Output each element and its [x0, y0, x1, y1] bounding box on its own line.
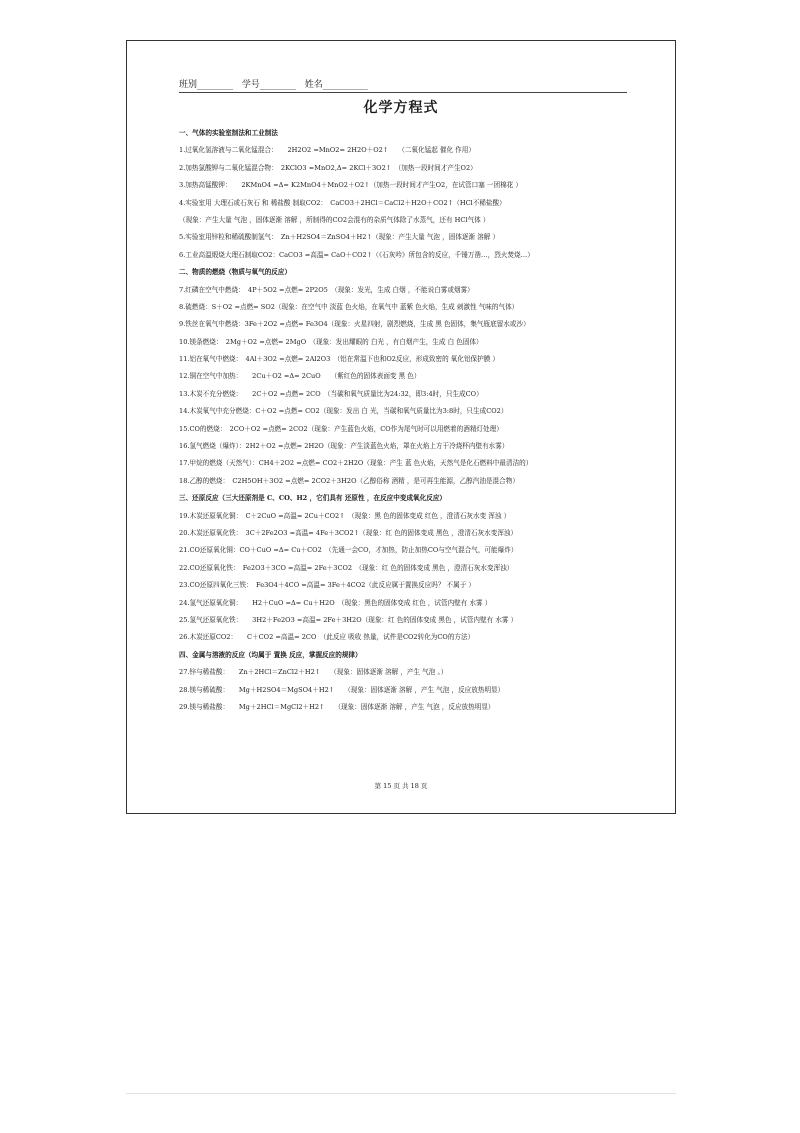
equation-line: 11.铝在氧气中燃烧： 4Al＋3O2 =点燃= 2Al2O3 （铝在常温下也和O2反应，形成致密的 氧化铝保护膜 ）: [179, 355, 500, 364]
page-title: 化学方程式: [363, 100, 439, 116]
document-page: [126, 40, 676, 814]
equation-line: 5.实验室用锌粒和稀硫酸制氢气： Zn＋H2SO4＝ZnSO4＋H2↑（现象：产生大量 气泡 ，固体逐渐 溶解 ）: [179, 233, 500, 242]
student-info-header: [179, 77, 627, 93]
page-number: 第 15 页 共 18 页: [374, 782, 428, 790]
equation-line: 22.CO还原氧化铁： Fe2O3＋3CO =高温= 2Fe＋3CO2 （现象：红 色的固体变成 黑色 ，澄清石灰水变浑浊）: [179, 563, 514, 572]
section-heading: 一、气体的实验室制法和工业制法: [179, 129, 278, 137]
equation-line: 4.实验室用 大理石或石灰石 和 稀盐酸 制取CO2： CaCO3＋2HCl＝CaCl2＋H2O＋CO2↑（HCl不稀盐酸）: [179, 198, 506, 207]
section-heading: 二、物质的燃烧（物质与氧气的反应）: [179, 268, 292, 277]
student-id-field-label: 学号________: [241, 80, 296, 90]
equation-line: 15.CO的燃烧： 2CO＋O2 =点燃= 2CO2（现象：产生蓝色火焰，CO作为尾气时可以用燃着的酒精灯处理）: [179, 424, 503, 433]
name-field-label: 姓名__________: [304, 80, 368, 90]
equation-line: 21.CO还原氧化铜：CO＋CuO =Δ= Cu＋CO2 （先通一会CO，才加热，防止加热CO与空气混合气，可能爆炸）: [179, 546, 518, 555]
equation-line: 28.镁与稀硫酸： Mg＋H2SO4＝MgSO4＋H2↑ （现象：固体逐渐 溶解 ，产生 气泡 ，反应放热明显）: [179, 685, 505, 694]
equation-line: 19.木炭还原氧化铜： C＋2CuO =高温= 2Cu＋CO2↑ （现象：黑 色的固体变成 红色 ，澄清石灰水变 浑浊 ）: [179, 511, 511, 520]
equation-line: 12.铜在空气中加热： 2Cu＋O2 =Δ= 2CuO （紫红色的固体表面变 黑 色）: [179, 372, 421, 381]
equation-line: 13.木炭不充分燃烧： 2C＋O2 =点燃= 2CO （当碳和氧气质量比为24:32，即3:4时，只生成CO）: [179, 389, 483, 398]
equation-line: 20.木炭还原氧化铁： 3C＋2Fe2O3 =高温= 4Fe＋3CO2↑（现象：红 色的固体变成 黑色 ，澄清石灰水变浑浊）: [179, 528, 518, 537]
equation-line: 23.CO还原四氧化三铁： Fe3O4＋4CO =高温= 3Fe＋4CO2（此反应属于置换反应吗？ 不属于 ）: [179, 581, 475, 590]
equation-line: 2.加热氯酸钾与二氧化锰混合物： 2KClO3 =MnO2,Δ= 2KCl＋3O2↑ （加热一段时间才产生O2）: [179, 163, 477, 172]
equation-line: 7.红磷在空气中燃烧： 4P＋5O2 =点燃= 2P2O5 （现象：发光，生成 白烟 ，不能说白雾或烟雾）: [179, 285, 474, 294]
equation-line: 9.铁丝在氧气中燃烧：3Fe＋2O2 =点燃= Fe3O4（现象：火星四射，剧烈燃烧，生成 黑 色固体，集气瓶底留水或沙）: [179, 320, 530, 329]
equation-line: 6.工业高温煅烧大理石制取CO2：CaCO3 =高温= CaO＋CO2↑（《石灰吟》所包含的反应，千锤万凿…，烈火焚烧…）: [179, 250, 534, 259]
equation-line: 26.木炭还原CO2： C＋CO2 =高温= 2CO （此反应 吸收 热量，试件是CO2转化为CO的方法）: [179, 633, 475, 642]
equation-line: 8.硫燃烧：S＋O2 =点燃= SO2（现象：在空气中 淡蓝 色火焰，在氧气中 蓝紫 色火焰，生成 刺激性 气味的气体）: [179, 302, 519, 311]
equation-line: 17.甲烷的燃烧（天然气）：CH4＋2O2 =点燃= CO2＋2H2O（现象：产生 蓝 色火焰，天然气是化石燃料中最清洁的）: [179, 459, 533, 468]
equation-list: [179, 125, 639, 716]
section-heading: 四、金属与溶液的反应（均属于 置换 反应，掌握反应的规律）: [179, 650, 362, 659]
equation-line: 18.乙醇的燃烧： C2H5OH＋3O2 =点燃= 2CO2＋3H2O（乙醇俗称 酒精 ，是可再生能源，乙醇汽油是混合物）: [179, 476, 519, 485]
equation-line: （现象：产生大量 气泡 ，固体逐渐 溶解 ，所制得的CO2会混有的杂质气体除了水蒸气，还有 HCl气体 ）: [179, 215, 490, 224]
equation-line: 16.氢气燃烧（爆炸）：2H2＋O2 =点燃= 2H2O（现象：产生淡蓝色火焰，罩在火焰上方干冷烧杯内壁有水雾）: [179, 442, 509, 451]
equation-line: 14.木炭氧气中充分燃烧：C＋O2 =点燃= CO2（现象：发出 白 光，当碳和氧气质量比为3:8时，只生成CO2）: [179, 407, 508, 416]
section-heading: 三、还原反应（三大还原剂是 C、CO、H2 ，它们具有 还原性 ，在反应中变成氧化反应）: [179, 494, 447, 503]
page-divider: [126, 1093, 676, 1094]
equation-line: 1.过氧化氢溶液与二氧化锰混合： 2H2O2 =MnO2= 2H2O＋O2↑ （二氧化锰起 催化 作用）: [179, 146, 475, 155]
equation-line: 3.加热高锰酸钾： 2KMnO4 =Δ= K2MnO4＋MnO2＋O2↑（加热一段时间才产生O2，在试管口塞 一团棉花 ）: [179, 181, 522, 190]
equation-line: 27.锌与稀盐酸： Zn＋2HCl＝ZnCl2＋H2↑ （现象：固体逐渐 溶解 ，产生 气泡 。）: [179, 668, 448, 677]
equation-line: 24.氢气还原氧化铜： H2＋CuO =Δ= Cu＋H2O （现象：黑色的固体变成 红色 ，试管内壁有 水雾 ）: [179, 598, 492, 607]
class-field-label: 班别________: [179, 80, 234, 90]
equation-line: 29.镁与稀盐酸： Mg＋2HCl＝MgCl2＋H2↑ （现象：固体逐渐 溶解 ，产生 气泡 ，反应放热明显）: [179, 702, 495, 711]
equation-line: 10.镁条燃烧： 2Mg＋O2 =点燃= 2MgO （现象：发出耀眼的 白光 ，有白烟产生，生成 白 色固体）: [179, 337, 483, 346]
equation-line: 25.氢气还原氧化铁： 3H2＋Fe2O3 =高温= 2Fe＋3H2O（现象：红 色的固体变成 黑色 ，试管内壁有 水雾 ）: [179, 615, 518, 624]
